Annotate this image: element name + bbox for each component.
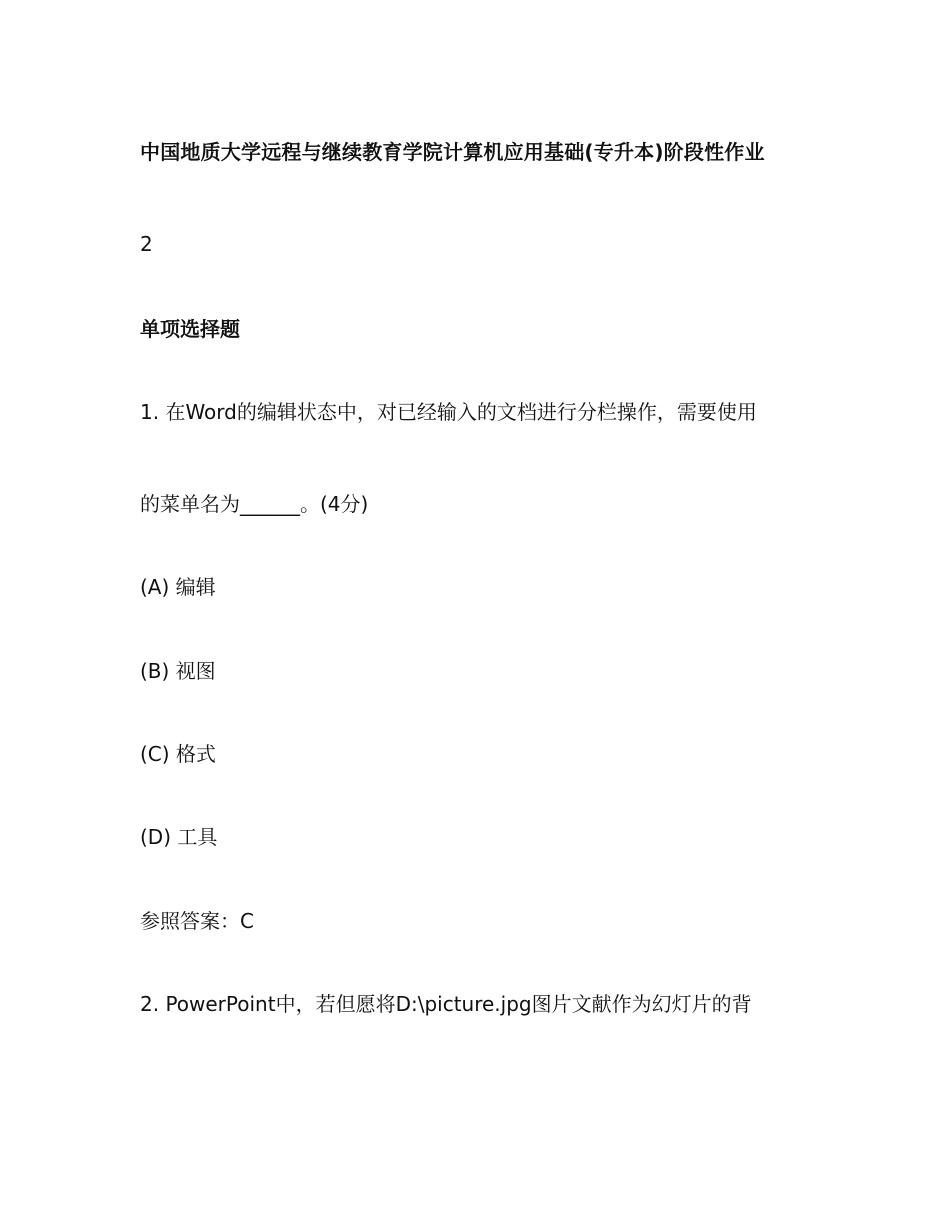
question-1-option-b: (B) 视图: [140, 659, 216, 683]
question-1-option-a: (A) 编辑: [140, 575, 216, 599]
question-1-stem-line1: 1. 在Word的编辑状态中，对已经输入的文档进行分栏操作，需要使用: [140, 400, 757, 424]
question-1-stem-line2: 的菜单名为______。(4分): [140, 492, 369, 516]
section-heading: 单项选择题: [140, 317, 240, 341]
document-title-line1: 中国地质大学远程与继续教育学院计算机应用基础(专升本)阶段性作业: [140, 140, 765, 164]
question-1-option-d: (D) 工具: [140, 825, 218, 849]
document-title-line2: 2: [140, 232, 153, 256]
question-2-stem-line1: 2. PowerPoint中，若但愿将D:\picture.jpg图片文献作为幻灯片的背: [140, 992, 752, 1016]
question-1-answer: 参照答案：C: [140, 909, 254, 933]
question-1-option-c: (C) 格式: [140, 742, 216, 766]
